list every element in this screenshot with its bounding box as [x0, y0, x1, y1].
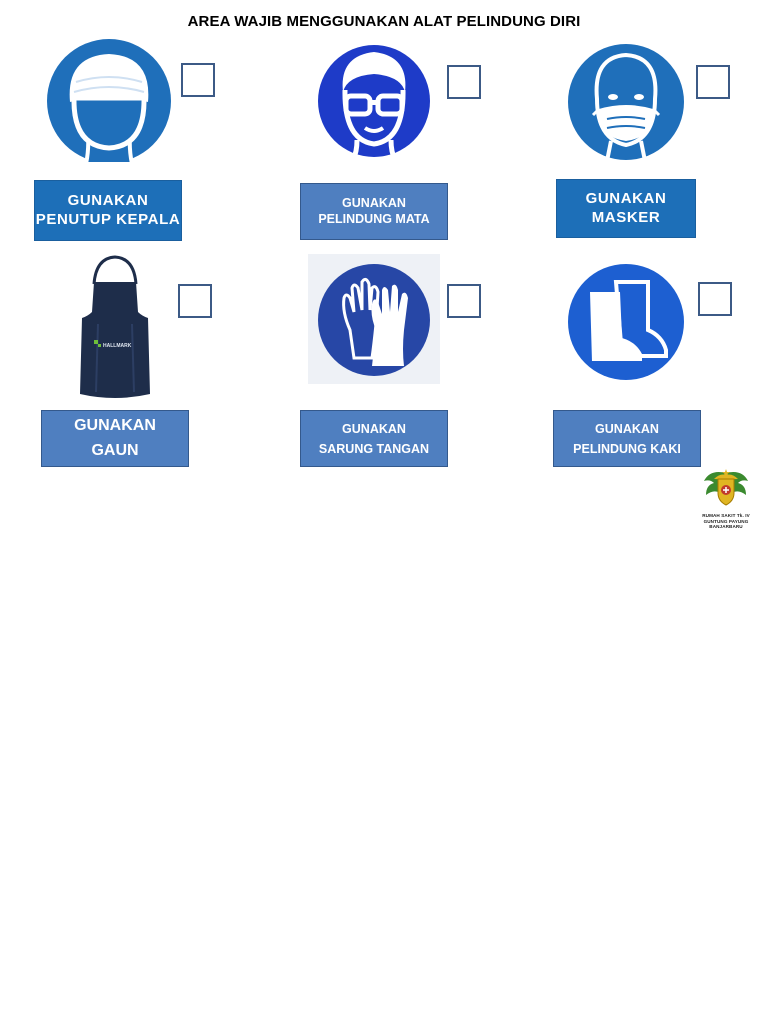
mask-icon: [567, 43, 685, 161]
label-mask-line1: GUNAKAN: [585, 189, 667, 207]
checkbox-gloves[interactable]: [447, 284, 481, 318]
label-gloves-line2: SARUNG TANGAN: [318, 441, 430, 456]
label-boots-line1: GUNAKAN: [595, 421, 659, 436]
checkbox-head-cover[interactable]: [181, 63, 215, 97]
hospital-logo: [700, 467, 752, 530]
label-boots-line2: PELINDUNG KAKI: [573, 441, 681, 456]
logo-line3: BANJARBARU: [709, 524, 743, 529]
label-boots: [553, 410, 701, 467]
hospital-emblem-icon: [700, 467, 752, 507]
label-gloves-line1: GUNAKAN: [342, 421, 406, 436]
label-goggles-line1: GUNAKAN: [342, 195, 406, 210]
goggles-icon: [313, 40, 435, 162]
apron-icon: [76, 254, 154, 404]
label-goggles-line2: PELINDUNG MATA: [318, 211, 430, 226]
label-head-cover: [34, 180, 182, 241]
label-mask: [556, 179, 696, 238]
label-head-cover-line2: PENUTUP KEPALA: [35, 210, 181, 228]
logo-line2: GUNTUNG PAYUNG: [703, 518, 749, 524]
checkbox-boots[interactable]: [698, 282, 732, 316]
label-head-cover-line1: GUNAKAN: [67, 191, 149, 209]
page-title: AREA WAJIB MENGGUNAKAN ALAT PELINDUNG DIRI: [187, 13, 581, 30]
logo-text: [700, 513, 752, 530]
checkbox-apron[interactable]: [178, 284, 212, 318]
gloves-icon: [308, 254, 440, 384]
checkbox-goggles[interactable]: [447, 65, 481, 99]
boots-icon: [562, 258, 690, 384]
checkbox-mask[interactable]: [696, 65, 730, 99]
label-mask-line2: MASKER: [591, 208, 661, 226]
label-apron-line2: GAUN: [91, 441, 139, 459]
logo-line1: RUMAH SAKIT Tk. IV: [702, 513, 750, 518]
label-goggles: [300, 183, 448, 240]
head-cover-icon: [46, 38, 172, 164]
apron-brand: HALLMARK: [103, 343, 132, 349]
label-apron: [41, 410, 189, 467]
label-gloves: [300, 410, 448, 467]
label-apron-line1: GUNAKAN: [74, 416, 156, 434]
